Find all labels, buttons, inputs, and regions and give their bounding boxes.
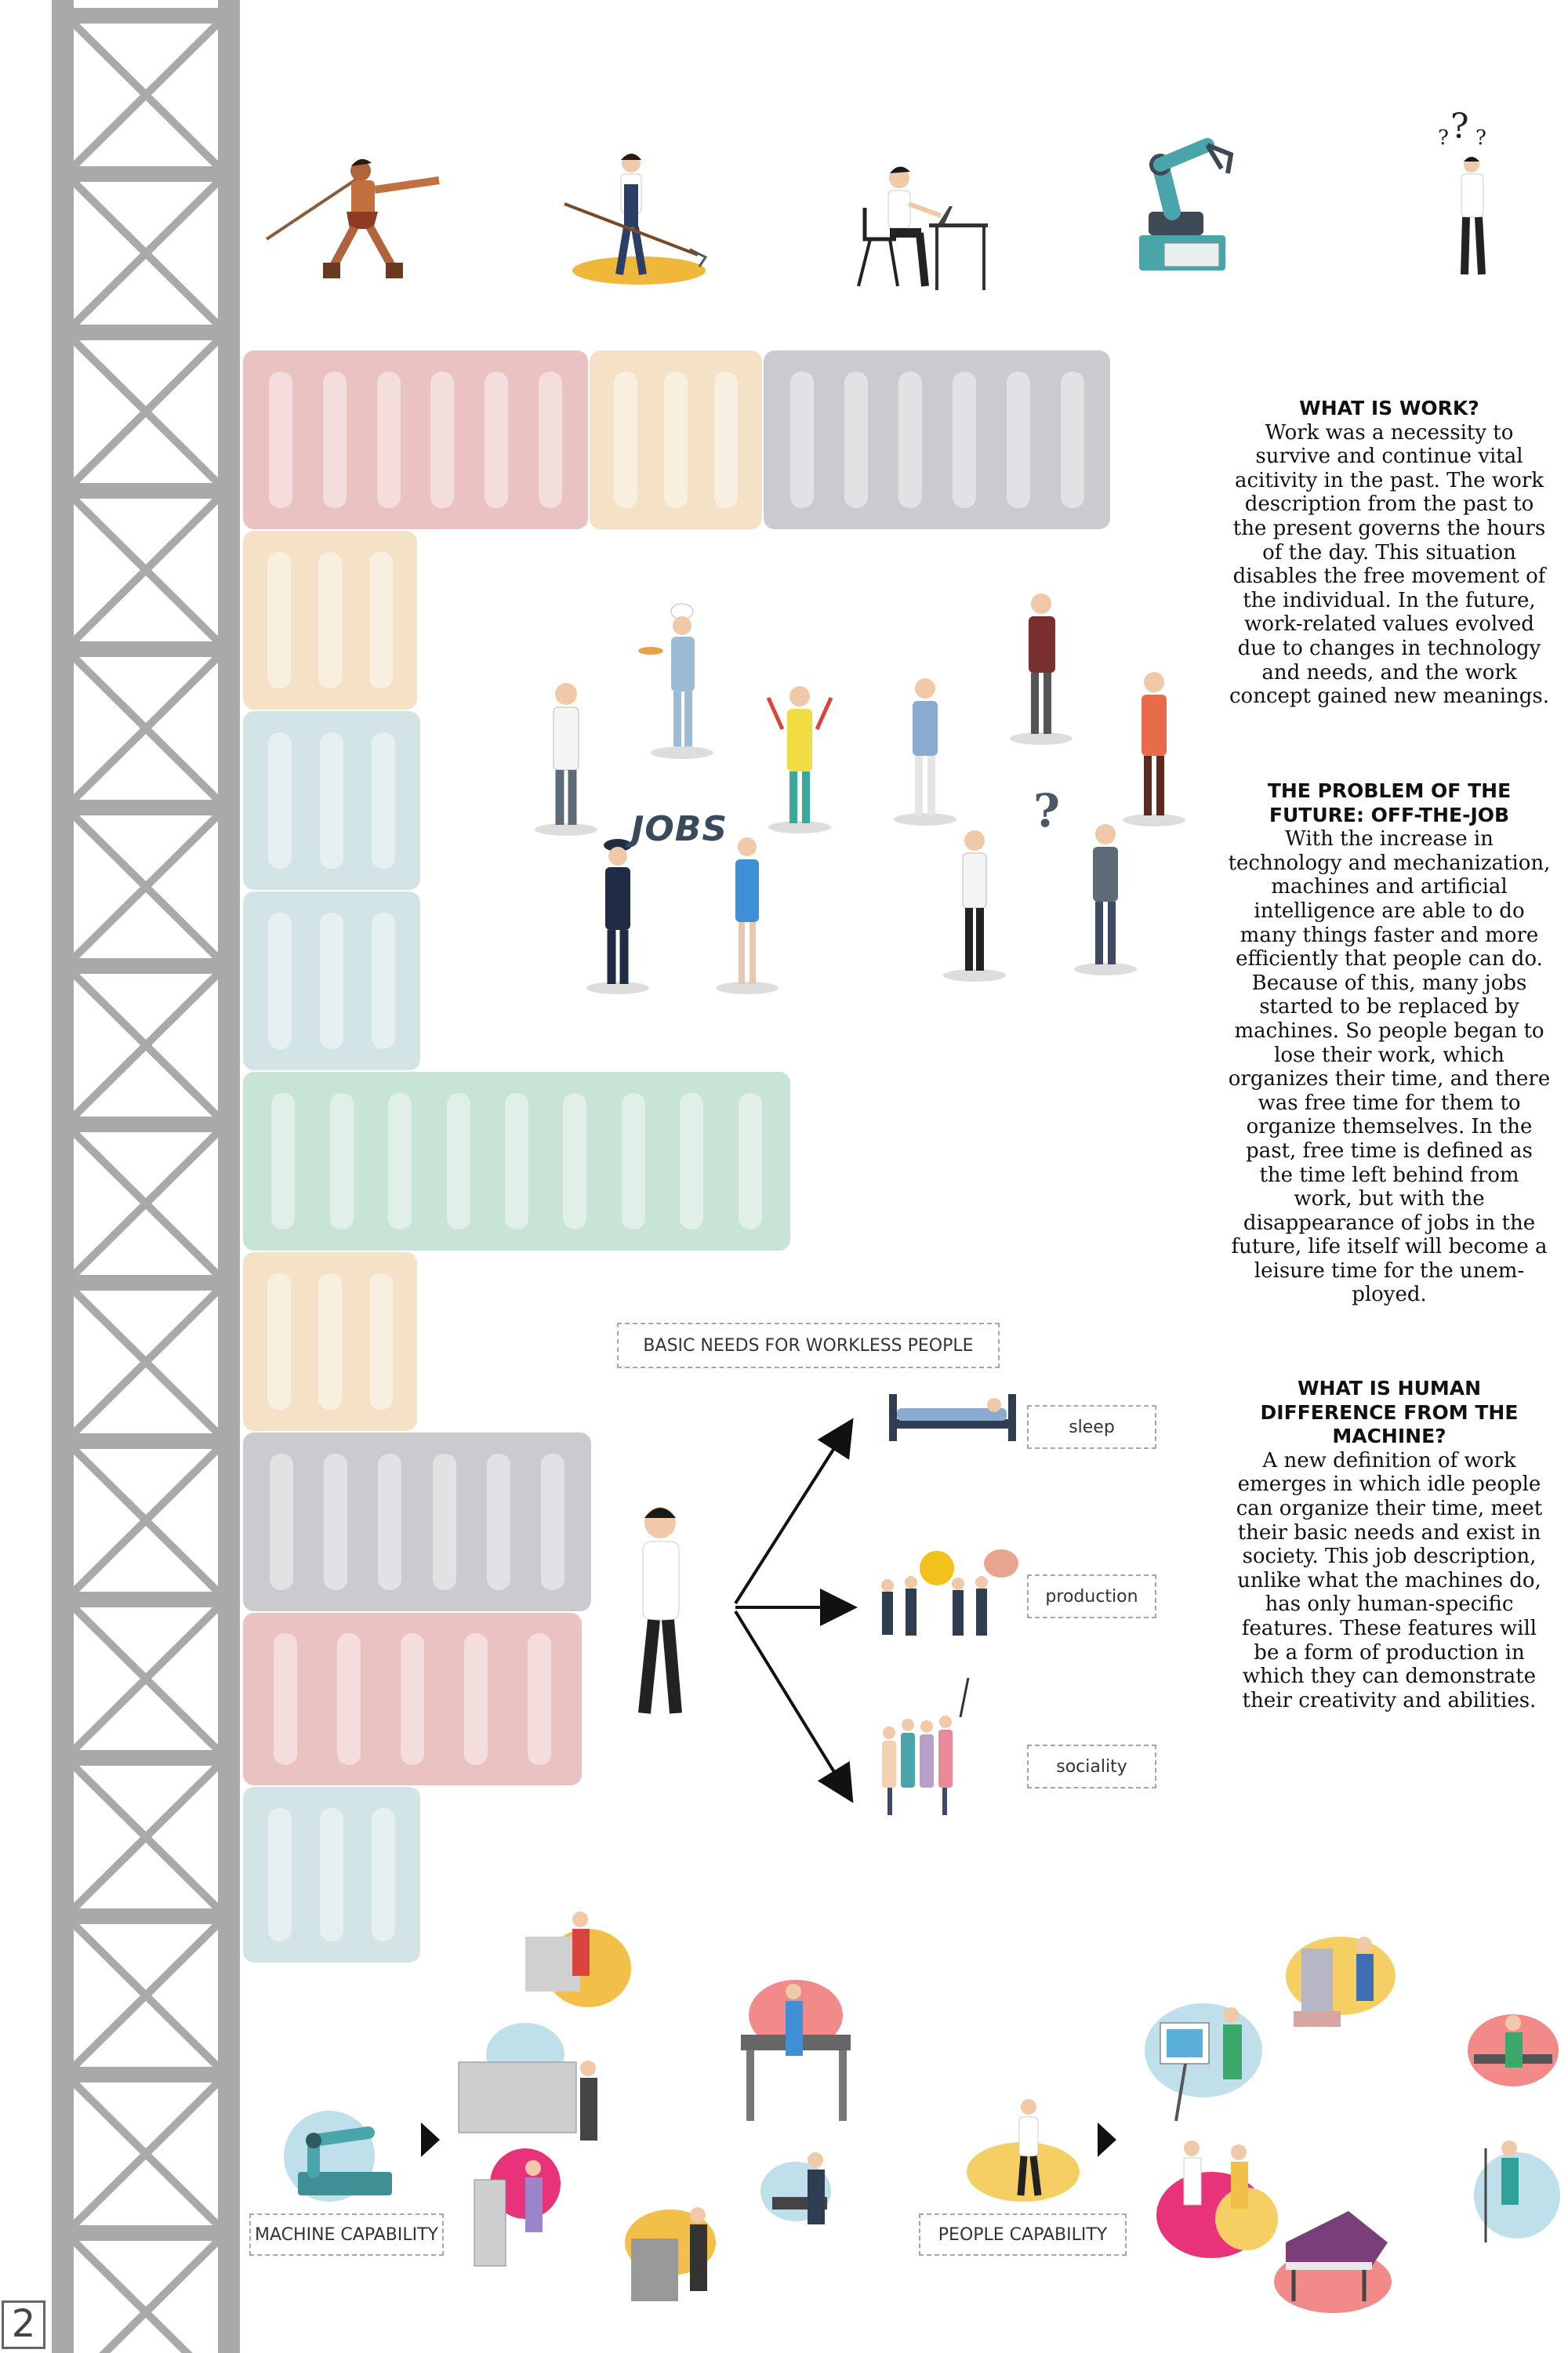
problem-of-future-title: THE PROBLEM OF THE FUTURE: OFF-THE-JOB [1267, 779, 1512, 826]
container-rib [464, 1633, 488, 1764]
container-rib [539, 372, 562, 507]
container-rib [320, 1808, 343, 1941]
container-rib [320, 732, 343, 868]
people-capability-label: PEOPLE CAPABILITY [919, 2213, 1127, 2256]
container-block [243, 1613, 582, 1785]
shop-worker-icon [716, 837, 779, 994]
container-block [243, 1787, 420, 1963]
dancer-icon [1156, 2141, 1278, 2258]
container-block [243, 1432, 591, 1611]
container-rib [268, 913, 292, 1048]
container-block [243, 891, 420, 1070]
container-rib [541, 1454, 564, 1589]
arrow-right-icon [1096, 2121, 1120, 2160]
container-rib [433, 1454, 456, 1589]
container-rib [388, 1093, 412, 1229]
container-rib [318, 552, 342, 688]
container-block [590, 350, 762, 529]
farmer-icon [564, 149, 713, 290]
robot-arm-icon [1133, 133, 1243, 282]
container-rib [324, 1454, 347, 1589]
piano-icon [1274, 2211, 1392, 2313]
container-rib [485, 372, 508, 507]
container-rib [447, 1093, 470, 1229]
arrow-right-icon [419, 2121, 443, 2160]
truss-tower [52, 0, 240, 2353]
confused-man-icon [1435, 107, 1505, 290]
need-production-label: production [1027, 1574, 1156, 1618]
container-rib [377, 372, 401, 507]
container-rib [268, 1808, 292, 1941]
robot-machine-icon [282, 2093, 408, 2203]
jobs-label: JOBS [631, 809, 728, 849]
basic-needs-label: BASIC NEEDS FOR WORKLESS PEOPLE [617, 1323, 1000, 1368]
container-rib [372, 732, 395, 868]
container-rib [378, 1454, 401, 1589]
question-mark: ? [1033, 784, 1060, 837]
container-rib [563, 1093, 586, 1229]
container-rib [528, 1633, 551, 1764]
what-is-work-body: Work was a necessity to survive and continue vital acitivity in the past. The work description from the past to the present governs the hours of the day. This situation disables the free movement of the individual. In the future, work-related values evolved due to changes in technology and needs, and the work concept gained new meanings. [1229, 420, 1549, 709]
container-rib [369, 552, 393, 688]
container-rib [268, 732, 292, 868]
need-sleep-label: sleep [1027, 1405, 1156, 1449]
container-rib [323, 372, 347, 507]
container-rib [898, 372, 922, 507]
human-difference-title: WHAT IS HUMAN DIFFERENCE FROM THE MACHINE? [1260, 1377, 1519, 1448]
container-rib [790, 372, 814, 507]
group-selfie-icon [874, 1678, 976, 1819]
container-rib [664, 372, 688, 507]
container-block [243, 350, 588, 529]
container-rib [844, 372, 868, 507]
problem-of-future-section [1228, 779, 1551, 1307]
container-rib [320, 913, 343, 1048]
what-is-work-title: WHAT IS WORK? [1299, 397, 1479, 419]
container-rib [487, 1454, 510, 1589]
sculptor-icon [1286, 1937, 1396, 2027]
container-rib [369, 1273, 393, 1409]
office-worker-icon [851, 161, 992, 294]
needs-arrows [729, 1411, 862, 1803]
container-block [243, 531, 417, 710]
need-sociality-label: sociality [1027, 1745, 1156, 1788]
container-block [243, 1252, 417, 1431]
container-block [243, 711, 420, 890]
container-rib [680, 1093, 703, 1229]
container-rib [337, 1633, 361, 1764]
container-rib [318, 1273, 342, 1409]
container-rib [372, 1808, 395, 1941]
bed-sleep-icon [886, 1388, 1019, 1451]
container-rib [614, 372, 637, 507]
page-number: 2 [2, 2300, 45, 2349]
doctor-icon [535, 683, 597, 836]
container-block [243, 1072, 790, 1251]
musician-icon [1468, 2014, 1559, 2086]
man-standing-icon [604, 1498, 706, 1725]
artist-icon [1145, 2003, 1262, 2121]
container-rib [622, 1093, 645, 1229]
container-rib [953, 372, 976, 507]
container-rib [505, 1093, 528, 1229]
machine-capability-label: MACHINE CAPABILITY [249, 2213, 444, 2256]
caveman-hunter-icon [259, 149, 455, 290]
container-rib [714, 372, 738, 507]
cleaner-icon [768, 686, 831, 833]
svg-text:?: ? [1450, 107, 1469, 147]
svg-text:?: ? [1438, 126, 1449, 150]
container-rib [430, 372, 454, 507]
container-rib [267, 552, 291, 688]
container-rib [271, 1093, 295, 1229]
singer-icon [1474, 2141, 1560, 2242]
human-difference-body: A new definition of work emerges in which idle people can organize their time, meet their basic needs and exist in society. This job description, unlike what the machines do, has only human-specific features. These features will be a form of production in which they can demonstrate their creativity and abilities. [1236, 1448, 1543, 1712]
factory-worker-icon [459, 1912, 851, 2301]
problem-of-future-body: With the increase in technology and mechanization, machines and artificial intelligence are able to do many things faster and more efficiently that people can do. Because of this, many jobs started to be replaced by machines. So people began to lose their work, which organizes their time, and there was free time for them to organize themselves. In the past, free time is defined as the time left behind from work, but with the disappearance of jobs in the future, life itself will become a leisure time for the unem-ployed. [1228, 827, 1551, 1307]
creative-people-group [1129, 1913, 1568, 2321]
human-difference-section [1228, 1377, 1551, 1712]
container-rib [267, 1273, 291, 1409]
chef-icon [638, 604, 713, 759]
container-rib [1061, 372, 1084, 507]
what-is-work-section [1228, 397, 1551, 709]
container-rib [1007, 372, 1030, 507]
container-block [764, 350, 1110, 529]
container-rib [372, 913, 395, 1048]
factory-workers-group [455, 1897, 878, 2321]
container-rib [269, 372, 292, 507]
svg-text:?: ? [1475, 126, 1486, 150]
man-standing-icon [964, 2097, 1090, 2207]
container-rib [330, 1093, 354, 1229]
container-rib [739, 1093, 762, 1229]
police-icon [586, 839, 649, 994]
container-rib [401, 1633, 424, 1764]
lightbulb-team-icon [874, 1537, 1023, 1647]
container-rib [274, 1633, 297, 1764]
container-rib [270, 1454, 293, 1589]
